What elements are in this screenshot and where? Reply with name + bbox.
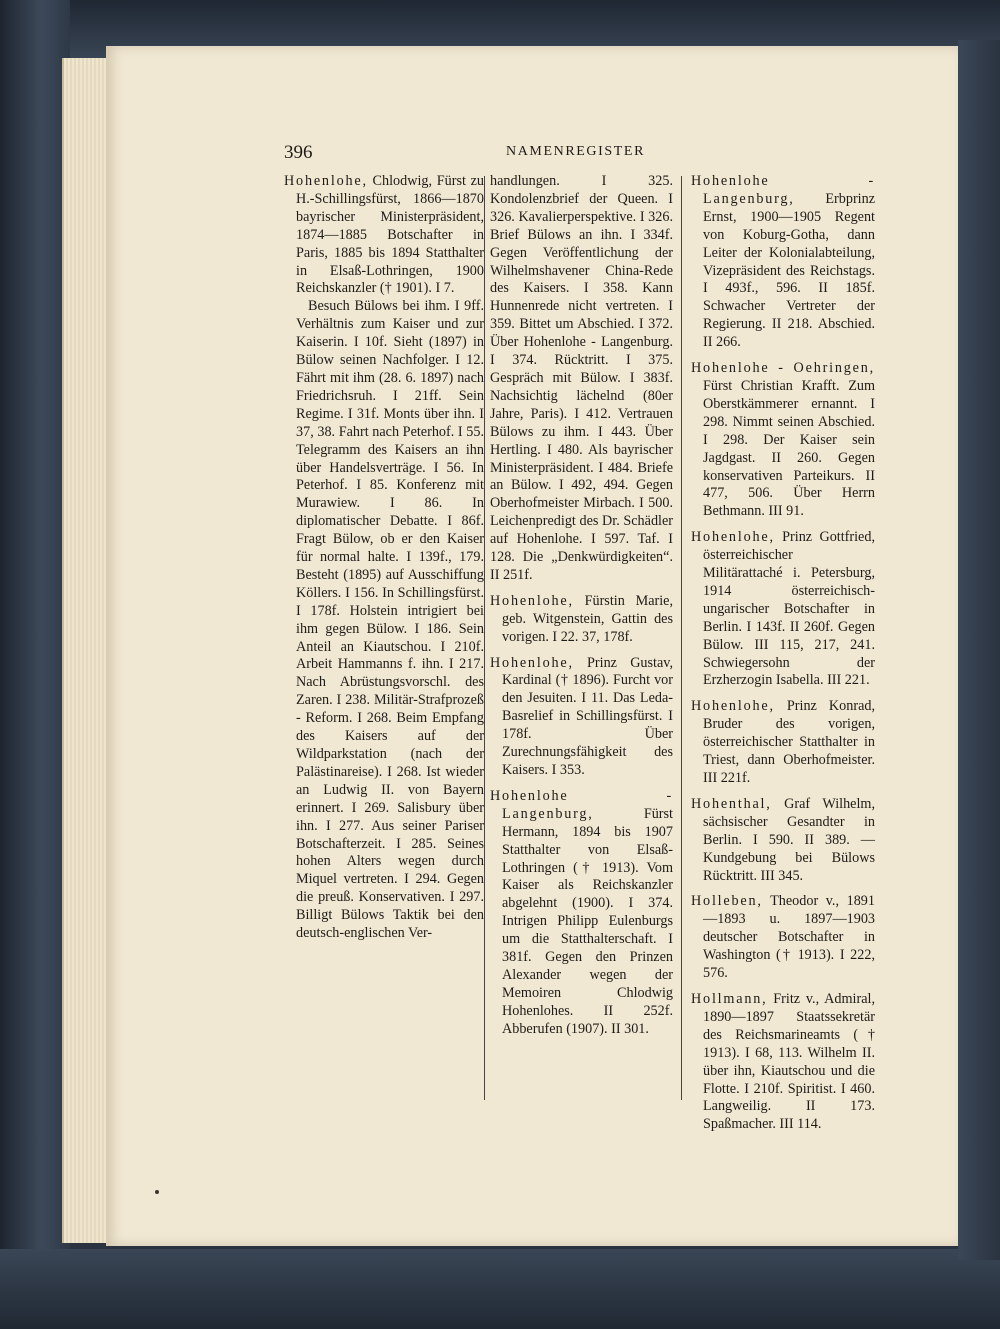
entry-name: Holleben,: [691, 893, 763, 910]
entry-text: Prinz Gottfried, österreichischer Militärattaché i. Petersburg, 1914 österreichisch-ungarischer Botschafter in Berlin. I 143f. II 260f. Gegen Bülow. III 115, 217, 241. Schwiegersohn der Erzherzogin Isabella. III 221.: [703, 529, 875, 689]
index-column-3: [691, 173, 875, 1142]
paper-speck: [155, 1190, 159, 1194]
entry-name: Hohenlohe,: [490, 654, 574, 671]
entry-text: Chlodwig, Fürst zu H.-Schillingsfürst, 1866—1870 bayrischer Ministerpräsident, 1874—1885 Botschafter in Paris, 1885 bis 1894 Statthalter in Elsaß-Lothringen, 1900 Reichskanzler († 1901). I 7.: [296, 173, 484, 297]
book-cover-right: [958, 40, 1000, 1260]
entry-name: Hohenlohe,: [691, 529, 775, 546]
index-entry: [691, 529, 875, 690]
index-entry: [490, 593, 673, 647]
index-entry: [284, 173, 484, 943]
index-entry: [691, 698, 875, 788]
index-entry: [691, 173, 875, 352]
entry-text: Fürst Hermann, 1894 bis 1907 Statthalter von Elsaß-Lothringen († 1913). Vom Kaiser als Reichskanzler abgelehnt (1900). I 374. Intrigen Philipp Eulenburgs um die Statthalterschaft. I 381f. Gegen den Prinzen Alexander wegen der Memoiren Chlodwig Hohenlohes. II 252f. Abberufen (1907). II 301.: [502, 805, 673, 1037]
entry-name: Hohenlohe,: [691, 698, 775, 715]
entry-name: Hollmann,: [691, 990, 768, 1007]
entry-text: Fritz v., Admiral, 1890—1897 Staatssekretär des Reichsmarineamts († 1913). I 68, 113. Wilhelm II. über ihn, Kiautschou und die Flotte. I 210f. Spiritist. I 460. Langweilig. II 173. Spaßmacher. III 114.: [703, 990, 875, 1133]
entry-continuation: Besuch Bülows bei ihm. I 9ff. Verhältnis zum Kaiser und zur Kaiserin. I 10f. Sieht (1897) in Bülow seinen Nachfolger. I 12. Fährt mit ihm (28. 6. 1897) nach Friedrichsruh. I 21ff. Sein Regime. I 31f. Monts über ihn. I 37, 38. Fahrt nach Peterhof. I 55. Telegramm des Kaisers an ihn über Handelsverträge. I 56. In Peterhof. I 85. Konferenz mit Murawiew. I 86. In diplomatischer Debatte. I 86f. Fragt Bülow, ob er den Kaiser für normal halte. I 139f., 179. Besteht (1895) auf Ausschiffung Köllers. I 156. In Schillingsfürst. I 178f. Holstein intrigiert bei ihm gegen Bülow. I 186. Sein Anteil an Kiautschou. I 210f. Arbeit Hammanns f. ihn. I 217. Nach Abrüstungsvorschl. des Zaren. I 238. Militär-Strafprozeß - Reform. I 268. Beim Empfang des Kaisers auf der Wildparkstation (nach der Palästinareise). I 268. Ist wieder an Ludwig II. von Bayern erinnert. I 269. Salisbury über ihn. I 277. Aus seiner Pariser Botschafterzeit. I 285. Seines hohen Alters wegen durch Miquel vertreten. I 294. Gegen die preuß. Konservativen. I 297. Billigt Bülows Taktik bei den deutsch-englischen Ver-: [296, 298, 484, 942]
column-divider: [484, 176, 485, 1100]
running-head: NAMENREGISTER: [506, 144, 646, 159]
entry-name: Hohenlohe,: [284, 173, 368, 189]
entry-name: Hohenlohe - Oehringen,: [691, 360, 875, 377]
entry-continuation-block: [490, 173, 673, 585]
entry-text: Theodor v., 1891—1893 u. 1897—1903 deutscher Botschafter in Washington († 1913). I 222, 576.: [703, 893, 875, 982]
index-column-2: [490, 173, 673, 1047]
index-entry: [691, 991, 875, 1134]
index-entry: [691, 893, 875, 983]
entry-text: Fürstin Marie, geb. Witgenstein, Gattin des vorigen. I 22. 37, 178f.: [502, 592, 673, 645]
book-cover-bottom: [0, 1249, 1000, 1329]
entry-text: handlungen. I 325. Kondolenzbrief der Queen. I 326. Kavalierperspektive. I 326. Brief Bülows an ihn. I 334f. Gegen Veröffentlichung der Wilhelmshavener China-Rede des Kaisers. I 358. Kann Hunnenrede nicht vertreten. I 359. Bittet um Abschied. I 372. Über Hohenlohe - Langenburg. I 374. Rücktritt. I 375. Gespräch mit Bülow. I 383f. Nachsichtig lächelnd (80er Jahre, Paris). I 412. Vertrauen Bülows zu ihm. I 443. Über Hertling. I 480. Als bayrischer Ministerpräsident. I 484. Briefe an Bülow. I 492, 494. Gegen Oberhofmeister Mirbach. I 500. Leichenpredigt des Dr. Schädler auf Hohenlohe. I 597. Taf. I 128. Die „Denkwürdigkeiten“. II 251f.: [490, 173, 673, 583]
entry-name: Hohenlohe - Langenburg,: [490, 787, 673, 822]
entry-text: Graf Wilhelm, sächsischer Gesandter in Berlin. I 590. II 389. — Kundgebung bei Bülows Rücktritt. III 345.: [703, 795, 876, 884]
index-column-1: [284, 173, 484, 951]
entry-name: Hohenlohe,: [490, 592, 574, 609]
index-entry: [490, 655, 673, 780]
page-number: 396: [284, 142, 313, 163]
page-header: [0, 142, 1000, 168]
index-entry: [490, 788, 673, 1039]
entry-text: Prinz Gustav, Kardinal († 1896). Furcht vor den Jesuiten. I 11. Das Leda-Basrelief in Schillingsfürst. I 178f. Über Zurechnungsfähigkeit des Kaisers. I 353.: [502, 654, 674, 778]
entry-text: Fürst Christian Krafft. Zum Oberstkämmerer ernannt. I 298. Nimmt seinen Abschied. I 298. Der Kaiser sein Jagdgast. II 260. Gegen konservativen Parteikurs. II 477, 506. Über Herrn Bethmann. III 91.: [703, 377, 875, 520]
page-edges: [62, 58, 110, 1243]
entry-name: Hohenthal,: [691, 795, 772, 812]
entry-text: Erbprinz Ernst, 1900—1905 Regent von Koburg-Gotha, dann Leiter der Kolonialabteilung, Vizepräsident des Reichstags. I 493f., 596. II 185f. Schwacher Vertreter der Regierung. II 218. Abschied. II 266.: [703, 190, 875, 351]
entry-text: Prinz Konrad, Bruder des vorigen, österreichischer Statthalter in Triest, dann Oberhofmeister. III 221f.: [703, 698, 876, 786]
index-entry: [691, 796, 875, 886]
column-divider: [681, 176, 682, 1100]
entry-name: Hohenlohe - Langenburg,: [691, 173, 875, 207]
book-spine: [0, 0, 70, 1329]
index-entry: [691, 360, 875, 521]
